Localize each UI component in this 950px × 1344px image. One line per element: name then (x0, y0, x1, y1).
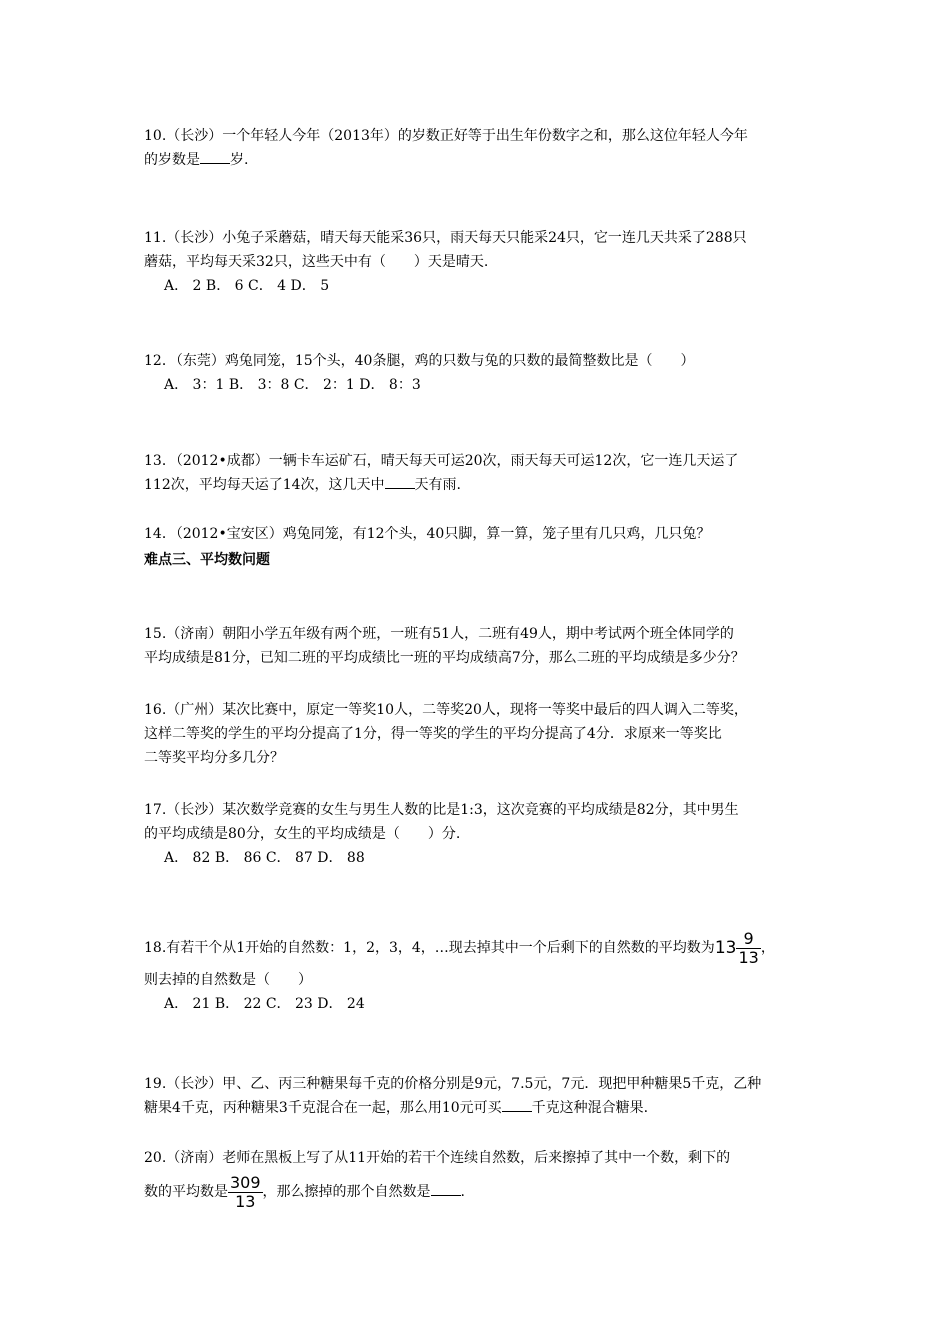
question-15 (144, 622, 814, 670)
question-11-line-1: 11.（长沙）小兔子采蘑菇，晴天每天能采36只，雨天每天只能采24只，它一连几天共采了288只 (144, 230, 747, 246)
section-heading: 难点三、平均数问题 (144, 552, 270, 568)
question-13 (144, 449, 814, 497)
question-18 (144, 928, 814, 1016)
question-16-line-1: 16.（广州）某次比赛中，原定一等奖10人，二等奖20人，现将一等奖中最后的四人调入二等奖， (144, 702, 748, 718)
answer-blank (385, 474, 415, 489)
question-20 (144, 1146, 814, 1214)
question-12-line-1: 12．（东莞）鸡兔同笼，15个头，40条腿，鸡的只数与兔的只数的最简整数比是（ ） (144, 353, 695, 369)
fraction-denominator: 13 (235, 1191, 256, 1211)
question-11 (144, 226, 814, 298)
question-17-line-2: 的平均成绩是80分，女生的平均成绩是（ ）分. (144, 826, 461, 842)
answer-blank (431, 1181, 461, 1196)
question-17-line-1: 17.（长沙）某次数学竞赛的女生与男生人数的比是1:3，这次竞赛的平均成绩是82分，其中男生 (144, 802, 739, 818)
answer-blank (200, 149, 230, 164)
fraction (736, 928, 760, 967)
question-14-line-1: 14．（2012•宝安区）鸡兔同笼，有12个头，40只脚，算一算，笼子里有几只鸡，几只兔？ (144, 526, 711, 542)
question-19-line-1: 19.（长沙）甲、乙、丙三种糖果每千克的价格分别是9元，7.5元，7元．现把甲种糖果5千克，乙种 (144, 1076, 762, 1092)
question-12-options: A． 3：1 B． 3：8 C． 2：1 D． 8：3 (164, 377, 421, 393)
mixed-number-whole: 13 (714, 938, 737, 958)
question-12 (144, 349, 814, 397)
question-17-options: A． 82 B． 86 C． 87 D． 88 (164, 850, 365, 866)
fraction-numerator: 309 (230, 1172, 261, 1192)
question-10-line-2: 的岁数是 岁. (144, 148, 814, 172)
question-18-line-2: 则去掉的自然数是（ ） (144, 972, 312, 988)
answer-blank (502, 1097, 532, 1112)
question-19 (144, 1072, 814, 1120)
question-15-line-1: 15.（济南）朝阳小学五年级有两个班，一班有51人，二班有49人，期中考试两个班全体同学的 (144, 626, 734, 642)
question-18-line-1: 18.有若干个从1开始的自然数：1，2，3，4，…现去掉其中一个后剩下的自然数的平均数为13 $\frac{9}{13}$ ， (144, 928, 775, 967)
question-11-options: A． 2 B． 6 C． 4 D． 5 (164, 278, 330, 294)
question-16 (144, 698, 814, 770)
fraction-denominator: 13 (738, 947, 759, 967)
question-16-line-2: 这样二等奖的学生的平均分提高了1分，得一等奖的学生的平均分提高了4分．求原来一等奖比 (144, 726, 722, 742)
question-17 (144, 798, 814, 870)
question-20-line-1: 20.（济南）老师在黑板上写了从11开始的若干个连续自然数，后来擦掉了其中一个数，剩下的 (144, 1150, 731, 1166)
fraction-numerator: 9 (743, 928, 754, 948)
question-18-options: A． 21 B． 22 C． 23 D． 24 (164, 996, 365, 1012)
question-20-line-2: 数的平均数是 $\frac{309}{13}$ ，那么擦掉的那个自然数是 . (144, 1172, 465, 1211)
question-13-line-1: 13．（2012•成都）一辆卡车运矿石，晴天每天可运20次，雨天每天可运12次，它一连几天运了 (144, 453, 739, 469)
question-15-line-2: 平均成绩是81分，已知二班的平均成绩比一班的平均成绩高7分，那么二班的平均成绩是多少分？ (144, 650, 745, 666)
question-10-line-1: 10.（长沙）一个年轻人今年（2013年）的岁数正好等于出生年份数字之和，那么这位年轻人今年 (144, 128, 748, 144)
question-11-line-2: 蘑菇，平均每天采32只，这些天中有（ ）天是晴天. (144, 254, 489, 270)
question-14 (144, 522, 814, 546)
question-19-line-2: 糖果4千克，丙种糖果3千克混合在一起，那么用10元可买 千克这种混合糖果. (144, 1096, 814, 1120)
question-13-line-2: 112次，平均每天运了14次，这几天中 天有雨. (144, 473, 814, 497)
question-16-line-3: 二等奖平均分多几分？ (144, 750, 284, 766)
question-10 (144, 124, 814, 172)
fraction (228, 1172, 263, 1211)
